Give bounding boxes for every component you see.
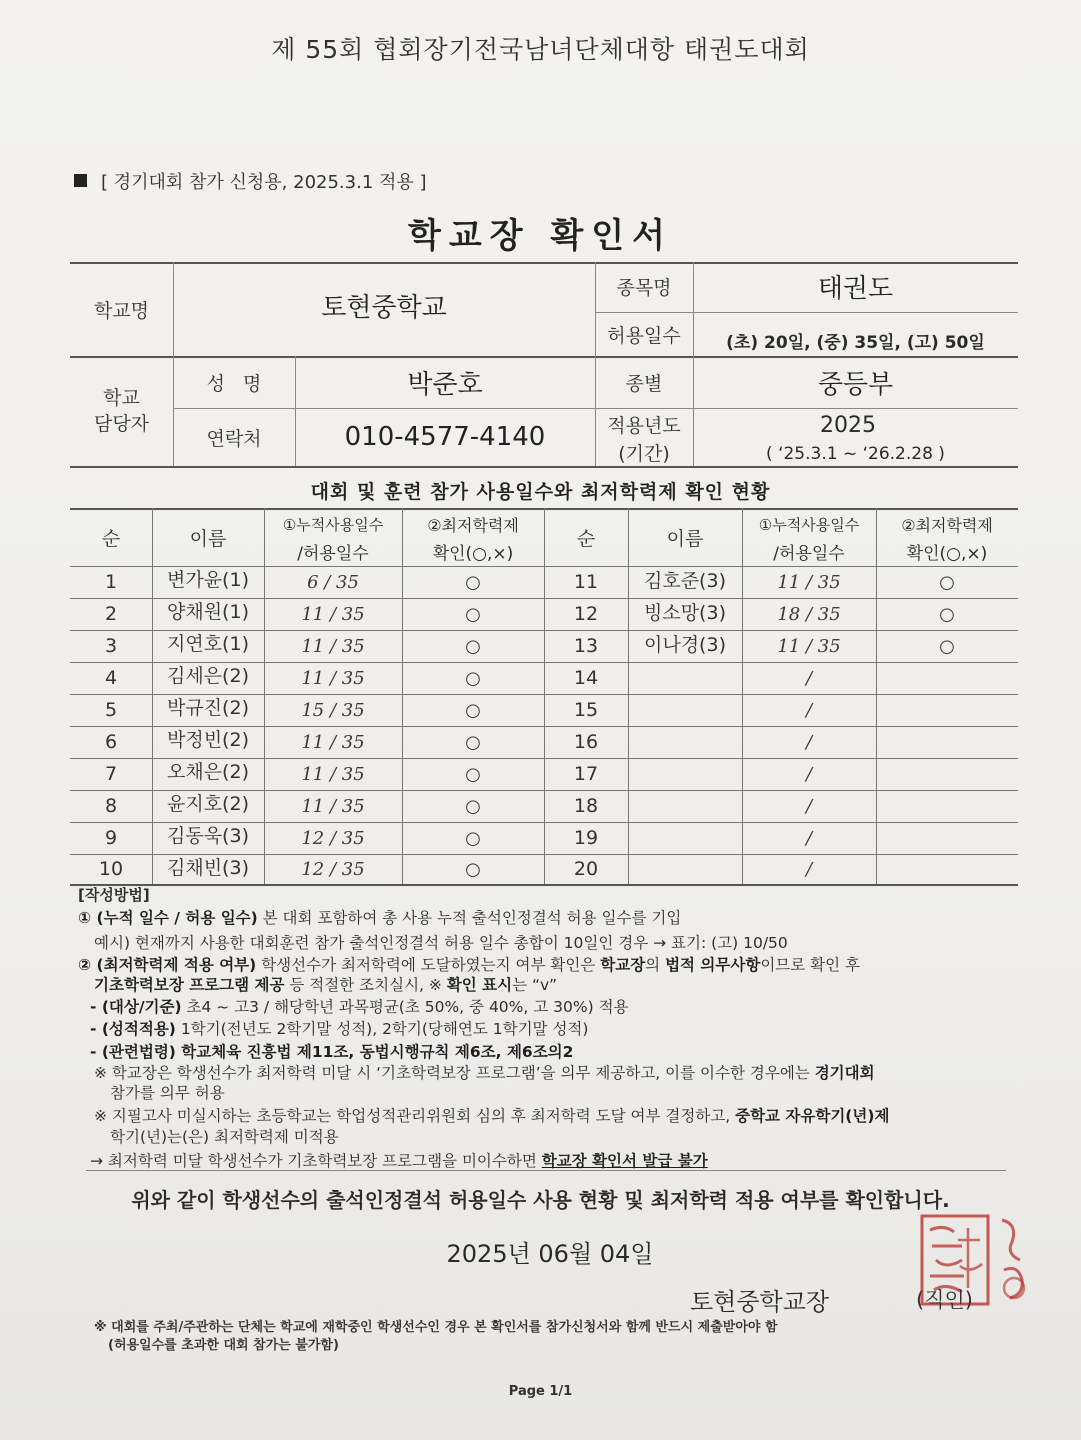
- contact-name-label: 성 명: [206, 372, 262, 395]
- student-name: 오채은(2): [167, 760, 249, 783]
- instruction-line: ※ 학교장은 학생선수가 최저학력 미달 시 ‘기초학력보장 프로그램’을 의무 제공하고, 이를 이수한 경우에는 경기대회: [94, 1064, 875, 1082]
- row-number: 9: [104, 827, 118, 849]
- instruction-line: ※ 지필고사 미실시하는 초등학교는 학업성적관리위원회 심의 후 최저학력 도달 여부 결정하고, 중학교 자유학기(년)제: [94, 1107, 890, 1125]
- col-header-min-2: 확인(○,×): [432, 543, 514, 564]
- days-used: 11 / 35: [301, 795, 365, 817]
- student-name: [628, 852, 742, 882]
- year-period: ( ‘25.3.1 ~ ‘26.2.28 ): [766, 444, 945, 464]
- days-used: 11 / 35: [301, 667, 365, 689]
- contact-label: 학교 담당자: [93, 387, 150, 435]
- contact-phone-value: 010-4577-4140: [344, 422, 546, 452]
- student-name: [628, 660, 742, 690]
- student-name: 변가윤(1): [167, 568, 249, 591]
- row-number: 19: [573, 827, 599, 849]
- student-name: [628, 820, 742, 850]
- instruction-line: ① (누적 일수 / 허용 일수) 본 대회 포함하여 총 사용 누적 출석인정결석 허용 일수를 기입: [78, 909, 682, 927]
- student-name: 지연호(1): [167, 632, 249, 655]
- min-check: ○: [465, 731, 481, 753]
- square-bullet-icon: [74, 174, 87, 187]
- col-header-min-1-right: ②최저학력제: [901, 515, 993, 535]
- days-used: 6 / 35: [307, 571, 359, 593]
- min-check: ○: [465, 635, 481, 657]
- instruction-line: → 최저학력 미달 학생선수가 기초학력보장 프로그램을 미이수하면 학교장 확인서 발급 불가: [90, 1152, 708, 1170]
- instruction-line: - (대상/기준) 초4 ~ 고3 / 해당학년 과목평균(초 50%, 중 40%, 고 30%) 적용: [90, 998, 629, 1016]
- days-used: /: [805, 731, 813, 753]
- student-name: 윤지호(2): [167, 792, 249, 815]
- instruction-line: 예시) 현재까지 사용한 대회훈련 참가 출석인정결석 허용 일수 총합이 10일인 경우 → 표기: (고) 10/50: [94, 934, 788, 952]
- min-check: [876, 822, 1018, 854]
- allowed-days-value: (초) 20일, (중) 35일, (고) 50일: [726, 332, 985, 353]
- row-number: 13: [573, 635, 599, 657]
- days-used: 11 / 35: [301, 603, 365, 625]
- student-name: [628, 724, 742, 754]
- principal-title: 토현중학교장: [690, 1288, 830, 1316]
- min-check: ○: [939, 635, 955, 657]
- event-title: 제 55회 협회장기전국남녀단체대항 태권도대회: [271, 35, 810, 64]
- row-number: 18: [573, 795, 599, 817]
- days-used: 12 / 35: [301, 858, 365, 880]
- sport-value: 태권도: [817, 273, 894, 304]
- student-name: 김동욱(3): [167, 824, 249, 847]
- student-name: [628, 756, 742, 786]
- year-value: 2025: [820, 412, 876, 438]
- student-name: 이나경(3): [644, 633, 726, 656]
- student-name: 김채빈(3): [167, 856, 249, 879]
- min-check: [876, 790, 1018, 822]
- student-name: 김호준(3): [644, 569, 726, 592]
- days-used: 11 / 35: [301, 763, 365, 785]
- category-value: 중등부: [817, 369, 894, 400]
- min-check: ○: [939, 603, 955, 625]
- row-number: 20: [573, 858, 599, 880]
- col-header-days-2: /허용일수: [297, 543, 369, 564]
- days-used: 11 / 35: [777, 571, 841, 593]
- row-number: 17: [573, 763, 599, 785]
- days-used: /: [805, 795, 813, 817]
- student-name: 양채원(1): [167, 600, 249, 623]
- min-check: [876, 758, 1018, 790]
- issue-date: 2025년 06월 04일: [446, 1240, 654, 1268]
- year-label-1: 적용년도: [607, 414, 681, 437]
- days-used: /: [805, 827, 813, 849]
- confirmation-statement: 위와 같이 학생선수의 출석인정결석 허용일수 사용 현황 및 최저학력 적용 여부를 확인합니다.: [131, 1188, 950, 1212]
- col-header-min-1: ②최저학력제: [427, 515, 519, 535]
- row-number: 12: [573, 603, 599, 625]
- student-name: 박규진(2): [167, 696, 249, 719]
- allowed-days-label: 허용일수: [607, 324, 681, 347]
- document-title: 학교장 확인서: [408, 216, 673, 256]
- row-number: 6: [104, 731, 118, 753]
- usage-note-text: [ 경기대회 참가 신청용, 2025.3.1 적용 ]: [101, 172, 427, 193]
- min-check: [876, 726, 1018, 758]
- row-number: 14: [573, 667, 599, 689]
- col-header-no: 순: [101, 527, 121, 550]
- status-table-title: 대회 및 훈련 참가 사용일수와 최저학력제 확인 현황: [310, 481, 771, 503]
- min-check: [876, 662, 1018, 694]
- days-used: 15 / 35: [301, 699, 365, 721]
- year-label-2: (기간): [618, 442, 670, 465]
- min-check: ○: [465, 571, 481, 593]
- contact-phone-label: 연락처: [206, 427, 262, 450]
- col-header-days-1: ①누적사용일수: [282, 515, 384, 534]
- school-label: 학교명: [93, 299, 150, 322]
- col-header-no-right: 순: [576, 527, 596, 550]
- row-number: 15: [573, 699, 599, 721]
- category-label: 종별: [625, 372, 663, 395]
- row-number: 4: [104, 667, 118, 689]
- student-name: 빙소망(3): [644, 601, 726, 624]
- row-number: 1: [104, 571, 118, 593]
- instruction-line: 학기(년)는(은) 최저학력제 미적용: [110, 1128, 339, 1146]
- col-header-days-1-right: ①누적사용일수: [758, 515, 860, 534]
- col-header-name-right: 이름: [666, 527, 704, 550]
- min-check: [876, 854, 1018, 884]
- days-used: /: [805, 763, 813, 785]
- col-header-days-2-right: /허용일수: [773, 543, 845, 564]
- row-number: 5: [104, 699, 118, 721]
- student-name: 김세은(2): [167, 664, 249, 687]
- min-check: ○: [465, 827, 481, 849]
- days-used: 11 / 35: [301, 635, 365, 657]
- days-used: 12 / 35: [301, 827, 365, 849]
- instruction-line: - (성적적용) 1학기(전년도 2학기말 성적), 2학기(당해연도 1학기말 성적): [90, 1020, 589, 1038]
- instruction-line: ② (최저학력제 적용 여부) 학생선수가 최저학력에 도달하였는지 여부 확인은 학교장의 법적 의무사항이므로 확인 후: [78, 956, 861, 974]
- usage-note: [74, 168, 427, 194]
- min-check: ○: [465, 667, 481, 689]
- days-used: /: [805, 858, 813, 880]
- row-number: 11: [573, 571, 599, 593]
- row-number: 8: [104, 795, 118, 817]
- instruction-line: - (관련법령) 학교체육 진흥법 제11조, 동법시행규칙 제6조, 제6조의2: [90, 1043, 574, 1061]
- row-number: 2: [104, 603, 118, 625]
- min-check: [876, 694, 1018, 726]
- row-number: 16: [573, 731, 599, 753]
- sport-label: 종목명: [616, 276, 672, 299]
- col-header-name: 이름: [189, 527, 227, 550]
- min-check: ○: [465, 699, 481, 721]
- days-used: /: [805, 699, 813, 721]
- footer-line-2: (허용일수를 초과한 대회 참가는 불가함): [108, 1338, 339, 1353]
- days-used: 18 / 35: [777, 603, 841, 625]
- days-used: /: [805, 667, 813, 689]
- page-number: Page 1/1: [508, 1384, 573, 1399]
- seal-label: (직인): [916, 1288, 973, 1312]
- school-value: 토현중학교: [321, 292, 447, 323]
- student-name: [628, 692, 742, 722]
- row-number: 7: [104, 763, 118, 785]
- instruction-line: 기초학력보장 프로그램 제공 등 적절한 조치실시, ※ 확인 표시는 “v”: [94, 976, 557, 994]
- student-name: [628, 788, 742, 818]
- instruction-line: 참가를 의무 허용: [110, 1084, 225, 1102]
- row-number: 3: [104, 635, 118, 657]
- min-check: ○: [939, 571, 955, 593]
- min-check: ○: [465, 763, 481, 785]
- row-number: 10: [98, 858, 124, 880]
- footer-note: [94, 1319, 778, 1355]
- col-header-min-2-right: 확인(○,×): [906, 543, 988, 564]
- days-used: 11 / 35: [777, 635, 841, 657]
- min-check: ○: [465, 603, 481, 625]
- min-check: ○: [465, 858, 481, 880]
- contact-name-value: 박준호: [407, 369, 483, 400]
- footer-line-1: ※ 대회를 주최/주관하는 단체는 학교에 재학중인 학생선수인 경우 본 확인서를 참가신청서와 함께 반드시 제출받아야 함: [94, 1320, 778, 1335]
- min-check: ○: [465, 795, 481, 817]
- instructions-heading: [작성방법]: [78, 886, 150, 904]
- days-used: 11 / 35: [301, 731, 365, 753]
- student-name: 박정빈(2): [167, 728, 249, 751]
